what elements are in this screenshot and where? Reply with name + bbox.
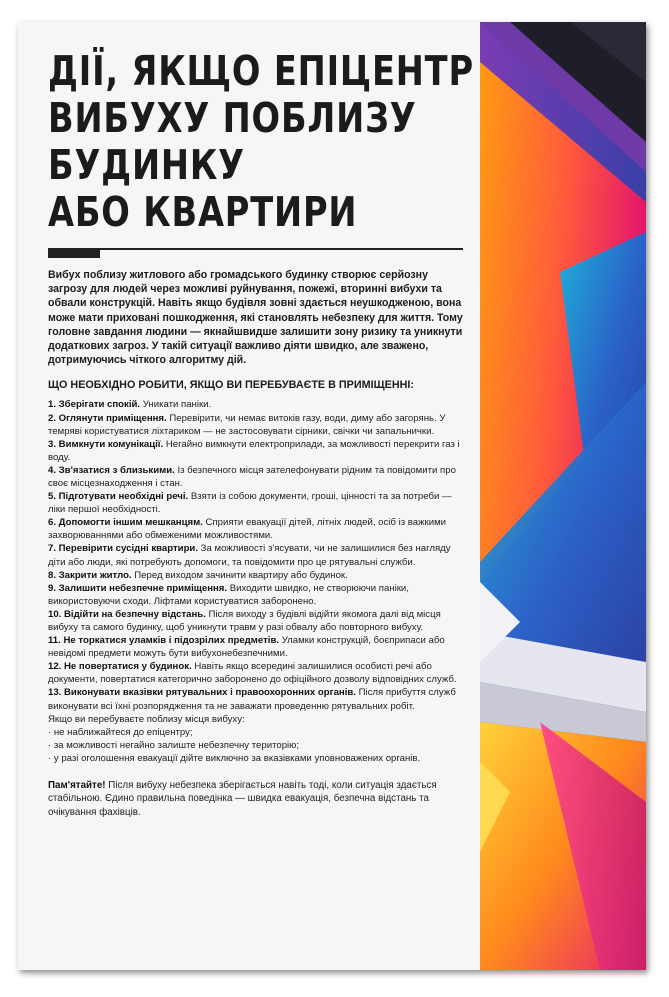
step-text: Виходити швидко, не створюючи паніки, використовуючи сходи. Ліфтами користуватися заборонено. [48,582,409,607]
step-text: За можливості з'ясувати, чи не залишилися без нагляду діти або люди, які потребують допомоги, та повідомити про це рятувальні служби. [48,543,451,568]
step-text: Після виходу з будівлі відійти якомога далі від місця вибуху та самого будинку, щоб уникнути травм у разі обвалу або повторного вибуху. [48,608,441,634]
poster [18,22,646,970]
step-item [48,398,468,411]
near-list [48,726,468,765]
title-line: БУДИНКУ [48,141,245,189]
steps-list [48,398,468,712]
step-title: 1. Зберігати спокій. [48,399,141,411]
step-title: 12. Не повертатися у будинок. [48,661,192,673]
step-text: Уламки конструкцій, боєприпаси або невідомі предмети можуть бути вибухонебезпечними. [48,635,445,660]
step-item [48,634,468,660]
step-title: 4. Зв'язатися з близькими. [48,464,175,476]
step-text: Негайно вимкнути електроприлади, за можливості перекрити газ і воду. [48,438,460,463]
title-line: ДІЇ, ЯКЩО ЕПІЦЕНТР [48,47,474,95]
step-item [48,542,468,568]
section-heading: ЩО НЕОБХІДНО РОБИТИ, ЯКЩО ВИ ПЕРЕБУВАЄТЕ В ПРИМІЩЕННІ: [48,379,415,392]
step-title: 8. Закрити житло. [48,569,132,581]
title-line: АБО КВАРТИРИ [48,188,358,236]
step-text: Із безпечного місця зателефонувати рідним та повідомити про своє місцезнаходження і стан. [48,464,456,489]
title-line: ВИБУХУ ПОБЛИЗУ [48,94,417,142]
page-title [48,47,474,236]
remember-title: Пам'ятайте! [48,780,106,792]
step-text: Після прибуття служб виконувати всі їхні розпорядження та не заважати проведенню рятувальних робіт. [48,687,456,712]
title-divider [48,246,463,258]
step-item [48,490,468,516]
divider-accent-bar [48,248,100,258]
geometric-gradient-decoration [480,22,646,970]
step-item [48,660,468,686]
step-text: Уникати паніки. [142,399,212,411]
step-title: 3. Вимкнути комунікації. [48,438,164,450]
step-text: Сприяти евакуації дітей, літніх людей, осіб із важкими захворюваннями або обмеженими можливостями. [48,517,447,542]
remember-note [48,779,468,819]
poster-content [48,47,474,819]
step-item [48,516,468,542]
step-item [48,686,468,712]
divider-line [48,248,463,250]
step-text: Перевірити, чи немає витоків газу, води, диму або загорянь. У темряві користуватися ліхтариком — не застосовувати сірники, свічки чи запальнички. [48,412,446,437]
near-item: · у разі оголошення евакуації дійте виключно за вказівками уповноважених органів. [48,752,421,764]
near-item: · не наближайтеся до епіцентру; [48,726,193,738]
remember-text: Після вибуху небезпека зберігається навіть тоді, коли ситуація здається стабільною. Єдино правильна поведінка — швидка евакуація, безпечна відстань та очікування фахівців. [48,780,437,818]
step-title: 6. Допомогти іншим мешканцям. [48,517,203,529]
near-heading: Якщо ви перебуваєте поблизу місця вибуху: [48,713,245,725]
near-item: · за можливості негайно залиште небезпечну територію; [48,739,300,751]
step-text: Перед виходом зачинити квартиру або будинок. [134,569,348,581]
step-title: 2. Оглянути приміщення. [48,412,167,424]
step-title: 9. Залишити небезпечне приміщення. [48,582,228,594]
step-title: 10. Відійти на безпечну відстань. [48,608,206,620]
step-item [48,464,468,490]
step-title: 13. Виконувати вказівки рятувальних і правоохоронних органів. [48,687,356,699]
step-text: Взяти із собою документи, гроші, цінності та за потреби — ліки першої необхідності. [48,491,452,516]
step-item [48,412,468,438]
step-item [48,569,468,582]
step-text: Навіть якщо всередині залишилися особисті речі або документи, повертатися категорично заборонено до офіційного дозволу відповідних служб. [48,661,457,686]
step-title: 11. Не торкатися уламків і підозрілих предметів. [48,635,280,647]
step-item [48,608,468,634]
step-title: 7. Перевірити сусідні квартири. [48,543,198,555]
intro-paragraph: Вибух поблизу житлового або громадського будинку створює серйозну загрозу для людей через можливі руйнування, пожежі, вторинні вибухи та обвали конструкцій. Навіть якщо будівля зовні здається неушкодженою, вона може мати приховані пошкодження, які становлять небезпеку для життя. Тому головне завдання людини — якнайшвидше залишити зону ризику та уникнути додаткових загроз. У такій ситуації важливо діяти швидко, але зважено, дотримуючись чіткого алгоритму дій. [48,269,463,367]
step-item [48,438,468,464]
step-item [48,582,468,608]
step-title: 5. Підготувати необхідні речі. [48,491,189,503]
